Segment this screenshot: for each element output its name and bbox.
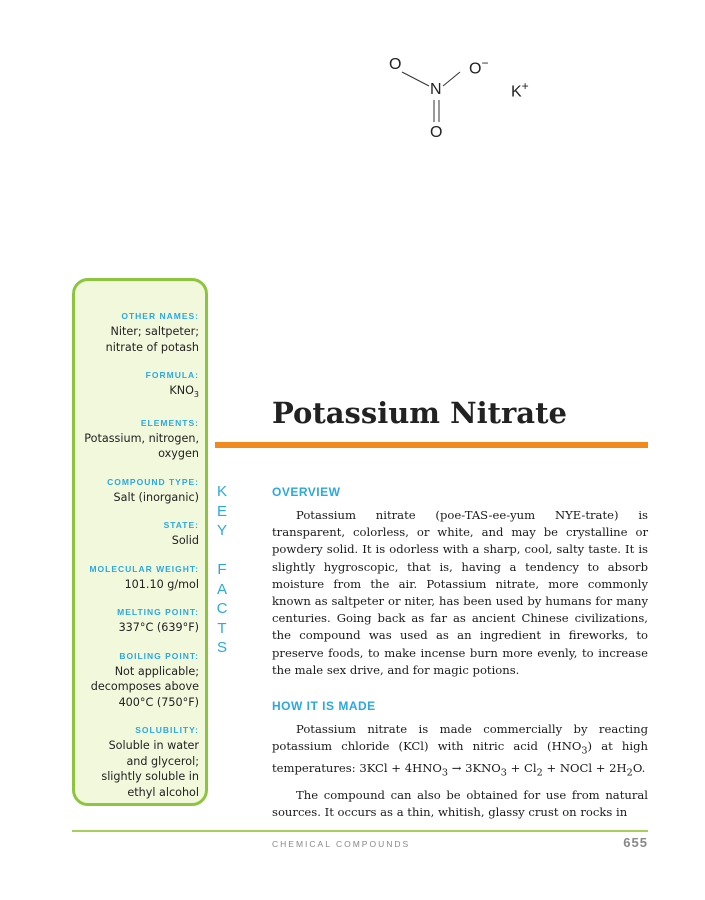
fact-value: Not applicable; decomposes above 400°C (750°F) <box>90 664 199 709</box>
section-gap <box>272 685 648 699</box>
subscript: 3 <box>441 767 449 779</box>
key-facts-letter: K <box>216 483 227 500</box>
fact-molecular-weight <box>79 564 199 593</box>
fact-other-names <box>79 311 199 355</box>
how-made-paragraph-1 <box>272 721 648 781</box>
bond-n-o-left <box>402 72 429 86</box>
structural-formula <box>380 50 550 150</box>
fact-label: BOILING POINT: <box>119 650 199 661</box>
key-facts-sidebar <box>72 278 208 806</box>
title-rule <box>215 442 648 448</box>
text-run: + Cl <box>506 760 537 775</box>
how-made-paragraph-2: The compound can also be obtained for use from natural sources. It occurs as a thin, whitish, glassy crust on rocks in <box>272 788 648 820</box>
fact-label: SOLUBILITY: <box>135 725 199 736</box>
text-run: → 3KNO <box>448 760 501 775</box>
overview-paragraph: Potassium nitrate (poe-TAS-ee-yum NYE-trate) is transparent, colorless, or white, and may be crystalline or powdery solid. It is odorless with a sharp, cool, salty taste. It is slightly hygroscopic, that is, having a tendency to absorb moisture from the air. Potassium nitrate, more commonly known as saltpeter or niter, has been used by humans for many centuries. Going back as far as ancient Chinese civilizations, the compound was used as an ingredient in fireworks, to preserve foods, to make incense burn more evenly, to increase the male sex drive, and for magic potions. <box>272 508 648 677</box>
fact-label: FORMULA: <box>145 370 199 380</box>
text-run: Potassium nitrate is made commercially by reacting potassium chloride (KCl) with nitric acid (HNO <box>272 722 648 754</box>
fact-compound-type <box>79 477 199 506</box>
formula-subscript: 3 <box>193 390 199 400</box>
negative-charge: − <box>481 56 489 70</box>
atom-potassium <box>511 79 529 101</box>
atom-oxygen-charged-symbol: O <box>469 60 482 78</box>
fact-value <box>79 383 199 403</box>
fact-value: 337°C (639°F) <box>118 621 199 635</box>
key-facts-letter: C <box>216 600 228 617</box>
key-facts-vertical-label <box>215 482 229 658</box>
fact-label: ELEMENTS: <box>140 417 199 428</box>
text-run: ) at high temperatures: 3KCl + 4HNO <box>272 739 648 775</box>
page-title: Potassium Nitrate <box>272 396 567 430</box>
key-facts-letter: T <box>217 619 227 637</box>
atom-oxygen-bottom: O <box>430 124 443 141</box>
fact-elements <box>79 418 199 462</box>
formula-main: KNO <box>169 384 194 397</box>
fact-value: Niter; saltpeter; nitrate of potash <box>105 325 199 354</box>
fact-boiling-point <box>79 651 199 711</box>
fact-formula <box>79 370 199 403</box>
footer-rule <box>72 830 648 832</box>
fact-value: Salt (inorganic) <box>113 490 199 504</box>
fact-value: Potassium, nitrogen, oxygen <box>84 431 199 461</box>
fact-label: STATE: <box>163 520 199 531</box>
how-made-heading: HOW IT IS MADE <box>272 699 376 714</box>
subscript: 3 <box>581 745 588 757</box>
fact-value: Solid <box>171 534 199 548</box>
overview-heading: OVERVIEW <box>272 485 341 499</box>
positive-charge: + <box>521 79 529 93</box>
atom-nitrogen: N <box>430 81 442 98</box>
fact-label: MOLECULAR WEIGHT: <box>89 563 199 574</box>
key-facts-letter: A <box>216 580 227 598</box>
footer-section-name: CHEMICAL COMPOUNDS <box>272 839 411 849</box>
fact-label: COMPOUND TYPE: <box>107 476 199 487</box>
atom-potassium-symbol: K <box>511 83 522 101</box>
subscript: 2 <box>626 767 633 779</box>
fact-state <box>79 520 199 549</box>
key-facts-letter: F <box>217 561 227 578</box>
key-facts-letter: S <box>216 639 227 656</box>
text-run: O. <box>632 760 646 775</box>
fact-value: 101.10 g/mol <box>124 577 199 591</box>
subscript: 3 <box>500 767 507 779</box>
key-facts-letter: Y <box>216 522 227 539</box>
fact-solubility <box>79 725 199 800</box>
subscript: 2 <box>536 767 543 779</box>
page-number: 655 <box>623 835 648 850</box>
fact-label: OTHER NAMES: <box>121 311 199 321</box>
fact-label: MELTING POINT: <box>117 607 199 618</box>
key-facts-letter: E <box>216 502 227 520</box>
fact-value: Soluble in water and glycerol; slightly soluble in ethyl alcohol <box>101 739 199 799</box>
text-run: + NOCl + 2H <box>542 760 627 775</box>
fact-melting-point <box>79 607 199 636</box>
bond-n-o-minus <box>443 72 460 86</box>
key-facts-spacer <box>215 541 229 561</box>
atom-oxygen-charged <box>469 56 488 78</box>
atom-oxygen-left: O <box>389 56 402 73</box>
main-content <box>272 485 648 828</box>
